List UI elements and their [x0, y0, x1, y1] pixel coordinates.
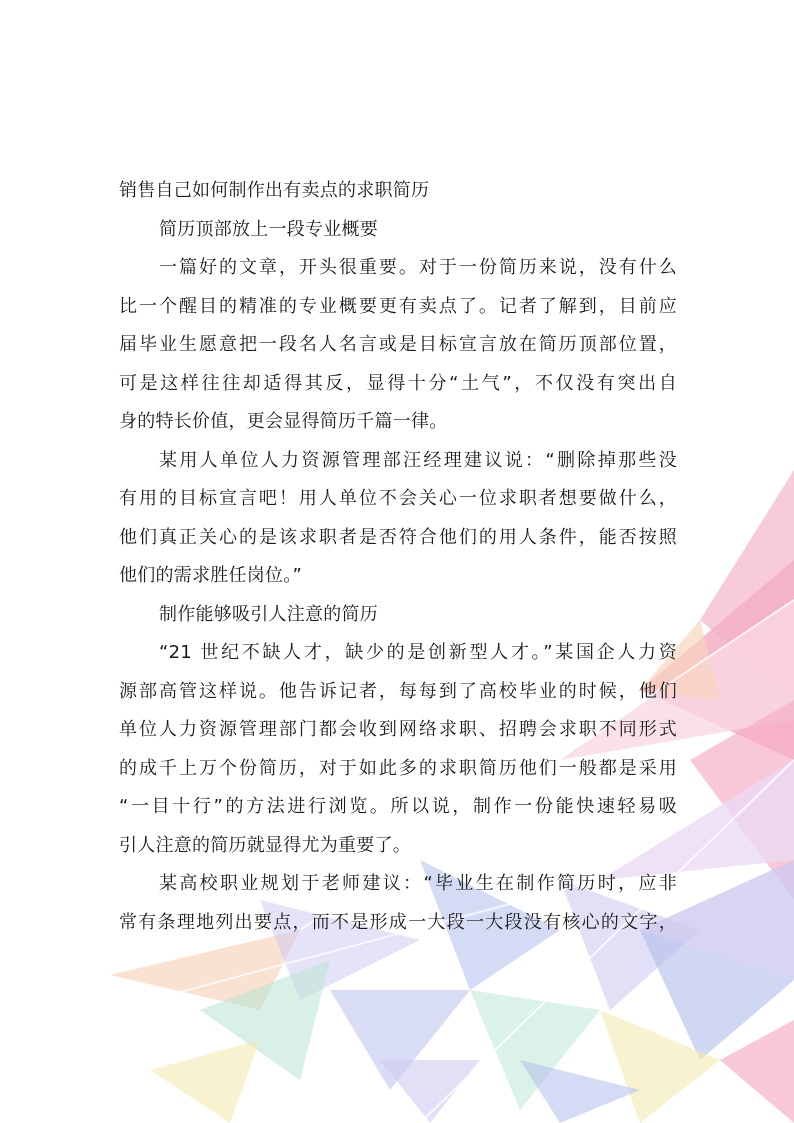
- paragraph-line: 单位人力资源管理部门都会收到网络求职、招聘会求职不同形式: [119, 719, 677, 740]
- paragraph-line: 身的特长价值，更会显得简历千篇一律。: [119, 411, 448, 432]
- paragraph-line: 某高校职业规划于老师建议：“毕业生在制作简历时，应非: [159, 873, 677, 894]
- paragraph-line: 比一个醒目的精准的专业概要更有卖点了。记者了解到，目前应: [119, 295, 677, 317]
- paragraph-line: 他们真正关心的是该求职者是否符合他们的用人条件，能否按照: [119, 526, 677, 548]
- section-heading: 制作能够吸引人注意的简历: [159, 603, 378, 625]
- paragraph-line: 源部高管这样说。他告诉记者，每每到了高校毕业的时候，他们: [119, 680, 677, 702]
- paragraph-line: 某用人单位人力资源管理部汪经理建议说：“删除掉那些没: [159, 449, 677, 471]
- document-title: 销售自己如何制作出有卖点的求职简历: [119, 180, 430, 201]
- paragraph-line: “一目十行”的方法进行浏览。所以说，制作一份能快速轻易吸: [119, 796, 677, 817]
- paragraph-line: 的成千上万个份简历，对于如此多的求职简历他们一般都是采用: [119, 757, 677, 779]
- paragraph-line: 引人注意的简历就显得尤为重要了。: [119, 834, 411, 856]
- paragraph-line: “21 世纪不缺人才，缺少的是创新型人才。”某国企人力资: [159, 642, 677, 663]
- paragraph-line: 届毕业生愿意把一段名人名言或是目标宣言放在简历顶部位置，: [119, 334, 677, 355]
- section-heading: 简历顶部放上一段专业概要: [159, 218, 378, 240]
- document-body: [119, 180, 679, 950]
- paragraph-line: 有用的目标宣言吧！用人单位不会关心一位求职者想要做什么，: [119, 488, 677, 509]
- paragraph-line: 一篇好的文章，开头很重要。对于一份简历来说，没有什么: [159, 257, 677, 278]
- paragraph-line: 可是这样往往却适得其反，显得十分“土气”，不仅没有突出自: [119, 372, 677, 394]
- paragraph-line: 他们的需求胜任岗位。”: [119, 565, 303, 586]
- paragraph-line: 常有条理地列出要点，而不是形成一大段一大段没有核心的文字，: [119, 911, 677, 933]
